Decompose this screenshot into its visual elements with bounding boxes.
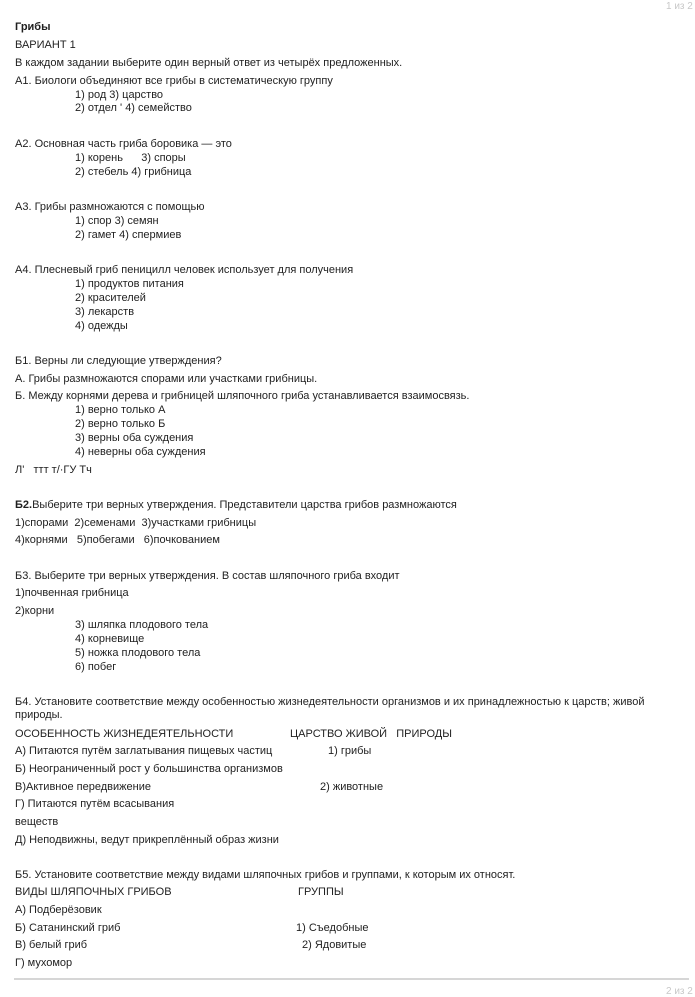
question-b1: Б1. Верны ли следующие утверждения? bbox=[15, 355, 222, 367]
column-header: ОСОБЕННОСТЬ ЖИЗНЕДЕЯТЕЛЬНОСТИ bbox=[15, 728, 234, 740]
match-key: 1) Съедобные bbox=[296, 922, 369, 934]
option: 2) красителей bbox=[75, 292, 146, 304]
option: 1) верно только А bbox=[75, 404, 166, 416]
option: 3) шляпка плодового тела bbox=[75, 619, 209, 631]
option: 5) ножка плодового тела bbox=[75, 647, 201, 659]
match-item: Б) Неограниченный рост у большинства организмов bbox=[15, 763, 283, 775]
match-item: Г) Питаются путём всасывания bbox=[15, 798, 175, 810]
option: 2) стебель 4) грибница bbox=[75, 166, 192, 178]
option: 4) неверны оба суждения bbox=[75, 446, 206, 458]
option: 2) отдел ' 4) семейство bbox=[75, 102, 192, 114]
column-header: ГРУППЫ bbox=[298, 886, 344, 898]
question-a1: А1. Биологи объединяют все грибы в систематическую группу bbox=[15, 75, 333, 87]
question-b4: Б4. Установите соответствие между особенностью жизнедеятельности организмов и их принадлежностью к царств; живой природы. bbox=[15, 696, 645, 721]
option: 1) спор 3) семян bbox=[75, 215, 159, 227]
variant-label: ВАРИАНТ 1 bbox=[15, 39, 76, 51]
match-item: Г) мухомор bbox=[15, 957, 73, 969]
garbled-text: Л' ттт т/·ГУ Тч bbox=[15, 464, 92, 476]
statement-a: А. Грибы размножаются спорами или участками грибницы. bbox=[15, 373, 318, 385]
question-b5: Б5. Установите соответствие между видами шляпочных грибов и группами, к которым их относят. bbox=[15, 869, 516, 881]
option: 1) продуктов питания bbox=[75, 278, 184, 290]
match-item: В) белый гриб bbox=[15, 939, 88, 951]
option: 6) побег bbox=[75, 661, 117, 673]
question-text: Выберите три верных утверждения. Представители царства грибов размножаются bbox=[32, 499, 457, 511]
option: 2)корни bbox=[15, 605, 55, 617]
option: 3) верны оба суждения bbox=[75, 432, 194, 444]
match-item: В)Активное передвижение bbox=[15, 781, 151, 793]
option: 4) одежды bbox=[75, 320, 128, 332]
page-divider bbox=[14, 978, 689, 980]
statement-b: Б. Между корнями дерева и грибницей шляпочного гриба устанавливается взаимосвязь. bbox=[15, 390, 470, 402]
option: 1) род 3) царство bbox=[75, 89, 164, 101]
option: 1) корень 3) споры bbox=[75, 152, 186, 164]
question-a3: А3. Грибы размножаются с помощью bbox=[15, 201, 205, 213]
instructions: В каждом задании выберите один верный ответ из четырёх предложенных. bbox=[15, 57, 403, 69]
question-number: Б2. bbox=[15, 499, 33, 511]
match-key: 1) грибы bbox=[328, 745, 372, 757]
options-row: 4)корнями 5)побегами 6)почкованием bbox=[15, 534, 220, 546]
match-item: Б) Сатанинский гриб bbox=[15, 922, 121, 934]
question-a2: А2. Основная часть гриба боровика — это bbox=[15, 138, 232, 150]
match-key: 2) животные bbox=[320, 781, 384, 793]
column-header: ЦАРСТВО ЖИВОЙ ПРИРОДЫ bbox=[290, 728, 452, 740]
option: 2) верно только Б bbox=[75, 418, 166, 430]
question-b2 bbox=[15, 499, 457, 512]
match-item-continuation: веществ bbox=[15, 816, 59, 828]
option: 3) лекарств bbox=[75, 306, 135, 318]
match-item: А) Подберёзовик bbox=[15, 904, 102, 916]
column-header: ВИДЫ ШЛЯПОЧНЫХ ГРИБОВ bbox=[15, 886, 172, 898]
options-row: 1)спорами 2)семенами 3)участками грибницы bbox=[15, 517, 257, 529]
match-item: Д) Неподвижны, ведут прикреплённый образ жизни bbox=[15, 834, 279, 846]
option: 2) гамет 4) спермиев bbox=[75, 229, 182, 241]
match-item: А) Питаются путём заглатывания пищевых частиц bbox=[15, 745, 273, 757]
question-b3: Б3. Выберите три верных утверждения. В состав шляпочного гриба входит bbox=[15, 570, 400, 582]
page-indicator: 1 из 2 bbox=[666, 1, 693, 12]
question-a4: А4. Плесневый гриб пеницилл человек использует для получения bbox=[15, 264, 354, 276]
option: 4) корневище bbox=[75, 633, 145, 645]
option: 1)почвенная грибница bbox=[15, 587, 129, 599]
doc-title: Грибы bbox=[15, 21, 51, 33]
match-key: 2) Ядовитые bbox=[302, 939, 367, 951]
page-indicator: 2 из 2 bbox=[666, 986, 693, 997]
